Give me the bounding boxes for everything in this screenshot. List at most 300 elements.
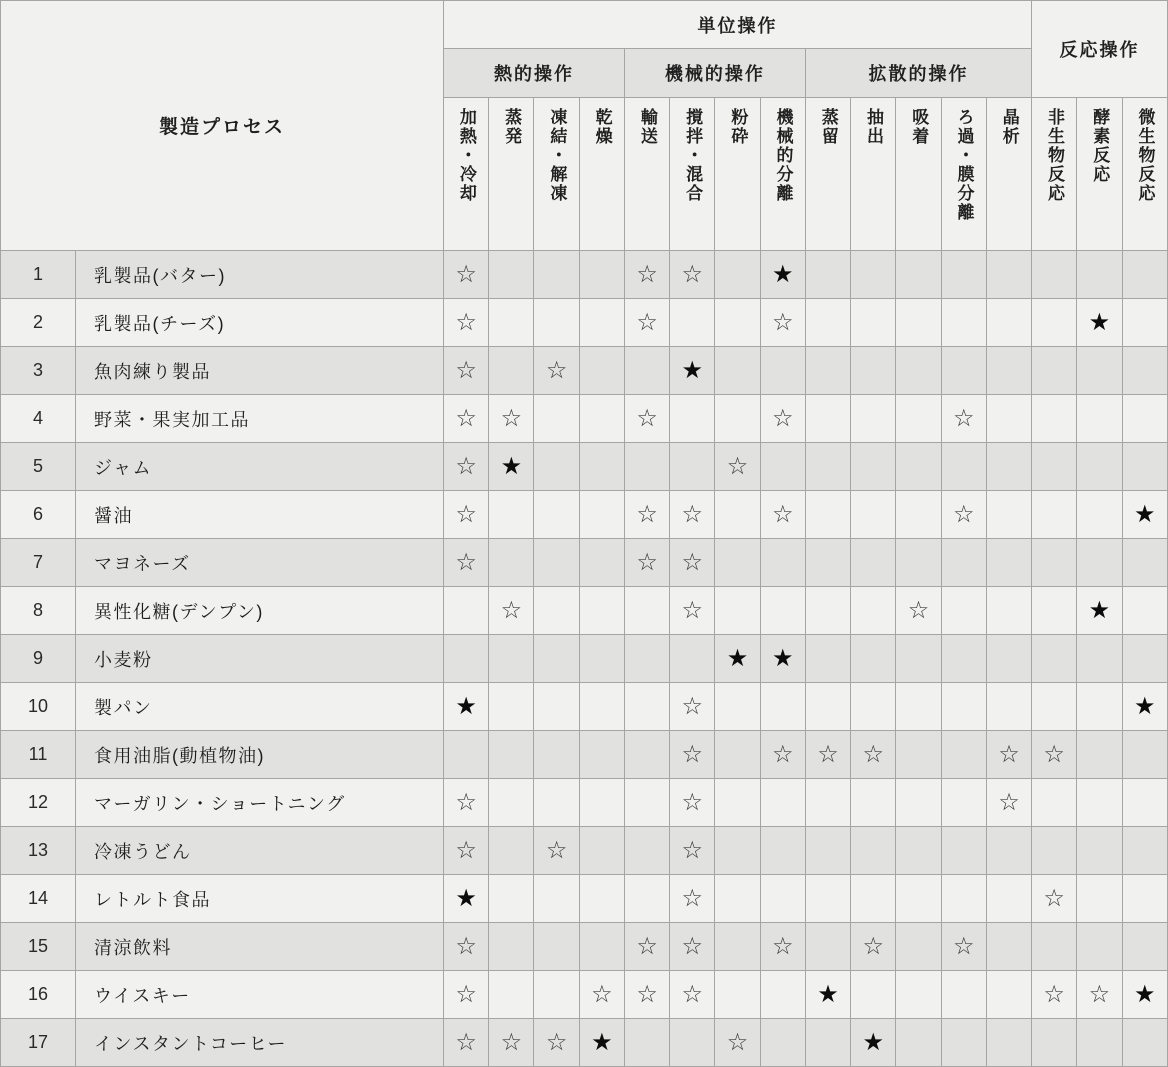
empty-cell: [1032, 827, 1077, 875]
empty-cell: [896, 971, 941, 1019]
table-row: [1, 491, 1168, 539]
filled-star-cell: ★: [444, 683, 489, 731]
op-label: 酵素反応: [1090, 108, 1110, 184]
row-number: 13: [1, 827, 76, 875]
empty-cell: [851, 779, 896, 827]
filled-star-cell: ★: [760, 251, 805, 299]
empty-cell: [715, 587, 760, 635]
empty-cell: [1032, 395, 1077, 443]
empty-cell: [534, 779, 579, 827]
empty-cell: [805, 299, 850, 347]
empty-cell: [715, 923, 760, 971]
open-star-cell: ☆: [534, 347, 579, 395]
empty-cell: [941, 539, 986, 587]
op-label: 晶析: [999, 108, 1019, 146]
open-star-cell: ☆: [489, 395, 534, 443]
col-header-reaction-operations: 反応操作: [1032, 1, 1168, 98]
empty-cell: [1032, 923, 1077, 971]
empty-cell: [715, 539, 760, 587]
table-row: [1, 347, 1168, 395]
empty-cell: [489, 683, 534, 731]
empty-cell: [941, 635, 986, 683]
empty-cell: [896, 395, 941, 443]
empty-cell: [579, 827, 624, 875]
empty-cell: [896, 539, 941, 587]
empty-cell: [1077, 731, 1122, 779]
open-star-cell: ☆: [579, 971, 624, 1019]
empty-cell: [760, 587, 805, 635]
empty-cell: [715, 971, 760, 1019]
filled-star-cell: ★: [805, 971, 850, 1019]
process-label: マヨネーズ: [76, 539, 444, 587]
table-row: [1, 443, 1168, 491]
empty-cell: [1122, 395, 1167, 443]
op-label: 輸送: [637, 108, 657, 146]
empty-cell: [896, 1019, 941, 1067]
open-star-cell: ☆: [444, 1019, 489, 1067]
empty-cell: [941, 971, 986, 1019]
empty-cell: [1122, 635, 1167, 683]
empty-cell: [760, 971, 805, 1019]
empty-cell: [624, 683, 669, 731]
empty-cell: [805, 875, 850, 923]
row-number: 7: [1, 539, 76, 587]
table-row: [1, 923, 1168, 971]
row-number: 4: [1, 395, 76, 443]
empty-cell: [1032, 299, 1077, 347]
row-number: 12: [1, 779, 76, 827]
empty-cell: [579, 683, 624, 731]
process-label: 小麦粉: [76, 635, 444, 683]
open-star-cell: ☆: [670, 923, 715, 971]
col-header-op-5: [624, 98, 669, 251]
empty-cell: [489, 251, 534, 299]
empty-cell: [805, 1019, 850, 1067]
empty-cell: [1077, 875, 1122, 923]
empty-cell: [715, 779, 760, 827]
empty-cell: [534, 299, 579, 347]
open-star-cell: ☆: [1077, 971, 1122, 1019]
empty-cell: [851, 875, 896, 923]
empty-cell: [851, 971, 896, 1019]
col-header-op-13: [986, 98, 1031, 251]
filled-star-cell: ★: [1077, 299, 1122, 347]
empty-cell: [986, 539, 1031, 587]
empty-cell: [805, 443, 850, 491]
op-label: 凍結・解凍: [547, 108, 567, 203]
empty-cell: [760, 443, 805, 491]
empty-cell: [579, 923, 624, 971]
process-label: レトルト食品: [76, 875, 444, 923]
row-number: 6: [1, 491, 76, 539]
col-header-unit-operations: 単位操作: [444, 1, 1032, 49]
empty-cell: [715, 299, 760, 347]
empty-cell: [851, 683, 896, 731]
process-label: 異性化糖(デンプン): [76, 587, 444, 635]
empty-cell: [624, 875, 669, 923]
open-star-cell: ☆: [670, 875, 715, 923]
op-label: 機械的分離: [773, 108, 793, 203]
empty-cell: [444, 635, 489, 683]
empty-cell: [489, 491, 534, 539]
empty-cell: [760, 827, 805, 875]
col-header-op-9: [805, 98, 850, 251]
empty-cell: [579, 635, 624, 683]
empty-cell: [986, 635, 1031, 683]
empty-cell: [715, 251, 760, 299]
open-star-cell: ☆: [941, 491, 986, 539]
empty-cell: [534, 923, 579, 971]
table-row: [1, 1019, 1168, 1067]
process-label: マーガリン・ショートニング: [76, 779, 444, 827]
empty-cell: [670, 1019, 715, 1067]
empty-cell: [534, 731, 579, 779]
empty-cell: [1032, 779, 1077, 827]
empty-cell: [579, 779, 624, 827]
empty-cell: [851, 539, 896, 587]
filled-star-cell: ★: [715, 635, 760, 683]
open-star-cell: ☆: [444, 779, 489, 827]
col-header-op-8: [760, 98, 805, 251]
empty-cell: [579, 875, 624, 923]
open-star-cell: ☆: [670, 539, 715, 587]
open-star-cell: ☆: [489, 1019, 534, 1067]
op-label: 蒸発: [502, 108, 522, 146]
open-star-cell: ☆: [715, 443, 760, 491]
open-star-cell: ☆: [670, 251, 715, 299]
col-header-op-4: [579, 98, 624, 251]
open-star-cell: ☆: [534, 1019, 579, 1067]
open-star-cell: ☆: [444, 395, 489, 443]
empty-cell: [760, 683, 805, 731]
col-header-diffusion-operations: 拡散的操作: [805, 49, 1031, 98]
row-number: 11: [1, 731, 76, 779]
empty-cell: [1077, 827, 1122, 875]
open-star-cell: ☆: [941, 395, 986, 443]
empty-cell: [896, 443, 941, 491]
open-star-cell: ☆: [624, 923, 669, 971]
row-number: 9: [1, 635, 76, 683]
empty-cell: [851, 491, 896, 539]
empty-cell: [579, 347, 624, 395]
empty-cell: [1032, 587, 1077, 635]
empty-cell: [534, 443, 579, 491]
empty-cell: [941, 683, 986, 731]
empty-cell: [534, 971, 579, 1019]
open-star-cell: ☆: [624, 395, 669, 443]
open-star-cell: ☆: [986, 731, 1031, 779]
empty-cell: [941, 587, 986, 635]
header-row-top: [1, 1, 1168, 49]
open-star-cell: ☆: [444, 443, 489, 491]
empty-cell: [1077, 347, 1122, 395]
empty-cell: [1077, 443, 1122, 491]
empty-cell: [986, 683, 1031, 731]
op-label: 吸着: [909, 108, 929, 146]
empty-cell: [896, 923, 941, 971]
open-star-cell: ☆: [624, 539, 669, 587]
empty-cell: [1122, 347, 1167, 395]
empty-cell: [1077, 251, 1122, 299]
col-header-op-14: [1032, 98, 1077, 251]
op-label: ろ過・膜分離: [954, 108, 974, 222]
table-row: [1, 779, 1168, 827]
empty-cell: [579, 491, 624, 539]
table-row: [1, 971, 1168, 1019]
process-label: 乳製品(バター): [76, 251, 444, 299]
empty-cell: [1032, 683, 1077, 731]
empty-cell: [715, 683, 760, 731]
empty-cell: [1077, 539, 1122, 587]
empty-cell: [534, 587, 579, 635]
empty-cell: [534, 539, 579, 587]
empty-cell: [624, 1019, 669, 1067]
empty-cell: [1032, 539, 1077, 587]
filled-star-cell: ★: [1122, 491, 1167, 539]
empty-cell: [1122, 875, 1167, 923]
open-star-cell: ☆: [534, 827, 579, 875]
empty-cell: [670, 299, 715, 347]
empty-cell: [851, 347, 896, 395]
process-label: 食用油脂(動植物油): [76, 731, 444, 779]
empty-cell: [851, 443, 896, 491]
empty-cell: [489, 779, 534, 827]
table-row: [1, 827, 1168, 875]
empty-cell: [805, 491, 850, 539]
empty-cell: [941, 347, 986, 395]
empty-cell: [1032, 251, 1077, 299]
open-star-cell: ☆: [715, 1019, 760, 1067]
op-label: 粉砕: [728, 108, 748, 146]
open-star-cell: ☆: [1032, 731, 1077, 779]
filled-star-cell: ★: [489, 443, 534, 491]
empty-cell: [489, 347, 534, 395]
empty-cell: [986, 395, 1031, 443]
empty-cell: [986, 443, 1031, 491]
row-number: 10: [1, 683, 76, 731]
process-label: 野菜・果実加工品: [76, 395, 444, 443]
open-star-cell: ☆: [444, 923, 489, 971]
table-row: [1, 683, 1168, 731]
empty-cell: [896, 731, 941, 779]
empty-cell: [1077, 683, 1122, 731]
filled-star-cell: ★: [851, 1019, 896, 1067]
col-header-thermal-operations: 熱的操作: [444, 49, 625, 98]
row-number: 2: [1, 299, 76, 347]
open-star-cell: ☆: [670, 587, 715, 635]
empty-cell: [1122, 443, 1167, 491]
row-number: 17: [1, 1019, 76, 1067]
empty-cell: [760, 1019, 805, 1067]
empty-cell: [579, 251, 624, 299]
op-label: 乾燥: [592, 108, 612, 146]
empty-cell: [1077, 635, 1122, 683]
empty-cell: [851, 827, 896, 875]
empty-cell: [670, 395, 715, 443]
empty-cell: [805, 827, 850, 875]
open-star-cell: ☆: [444, 971, 489, 1019]
filled-star-cell: ★: [1122, 971, 1167, 1019]
empty-cell: [670, 635, 715, 683]
col-header-op-16: [1122, 98, 1167, 251]
empty-cell: [489, 923, 534, 971]
empty-cell: [760, 347, 805, 395]
empty-cell: [1077, 491, 1122, 539]
process-label: 冷凍うどん: [76, 827, 444, 875]
empty-cell: [986, 299, 1031, 347]
row-number: 1: [1, 251, 76, 299]
empty-cell: [1032, 347, 1077, 395]
process-label: ジャム: [76, 443, 444, 491]
open-star-cell: ☆: [444, 251, 489, 299]
empty-cell: [534, 251, 579, 299]
empty-cell: [896, 875, 941, 923]
empty-cell: [624, 347, 669, 395]
open-star-cell: ☆: [444, 299, 489, 347]
empty-cell: [624, 731, 669, 779]
empty-cell: [896, 779, 941, 827]
open-star-cell: ☆: [851, 731, 896, 779]
empty-cell: [986, 1019, 1031, 1067]
empty-cell: [941, 731, 986, 779]
empty-cell: [1077, 1019, 1122, 1067]
open-star-cell: ☆: [624, 491, 669, 539]
open-star-cell: ☆: [760, 491, 805, 539]
open-star-cell: ☆: [760, 731, 805, 779]
empty-cell: [489, 731, 534, 779]
empty-cell: [986, 923, 1031, 971]
empty-cell: [760, 539, 805, 587]
empty-cell: [444, 587, 489, 635]
empty-cell: [489, 971, 534, 1019]
open-star-cell: ☆: [986, 779, 1031, 827]
process-label: 製パン: [76, 683, 444, 731]
col-header-op-12: [941, 98, 986, 251]
op-label: 蒸留: [818, 108, 838, 146]
table-row: [1, 299, 1168, 347]
empty-cell: [896, 491, 941, 539]
empty-cell: [534, 395, 579, 443]
col-header-mechanical-operations: 機械的操作: [624, 49, 805, 98]
open-star-cell: ☆: [760, 395, 805, 443]
open-star-cell: ☆: [444, 539, 489, 587]
open-star-cell: ☆: [670, 827, 715, 875]
table-row: [1, 539, 1168, 587]
open-star-cell: ☆: [444, 347, 489, 395]
table-row: [1, 731, 1168, 779]
empty-cell: [715, 827, 760, 875]
row-number: 14: [1, 875, 76, 923]
empty-cell: [579, 539, 624, 587]
empty-cell: [624, 635, 669, 683]
empty-cell: [986, 347, 1031, 395]
empty-cell: [851, 299, 896, 347]
op-label: 撹拌・混合: [683, 108, 703, 203]
op-label: 微生物反応: [1135, 108, 1155, 203]
open-star-cell: ☆: [624, 299, 669, 347]
empty-cell: [986, 827, 1031, 875]
process-label: 魚肉練り製品: [76, 347, 444, 395]
empty-cell: [489, 827, 534, 875]
table-row: [1, 635, 1168, 683]
empty-cell: [805, 923, 850, 971]
row-number: 8: [1, 587, 76, 635]
empty-cell: [805, 587, 850, 635]
empty-cell: [896, 347, 941, 395]
empty-cell: [986, 587, 1031, 635]
process-label: インスタントコーヒー: [76, 1019, 444, 1067]
empty-cell: [760, 779, 805, 827]
empty-cell: [941, 1019, 986, 1067]
empty-cell: [624, 779, 669, 827]
empty-cell: [805, 779, 850, 827]
empty-cell: [715, 395, 760, 443]
empty-cell: [489, 875, 534, 923]
empty-cell: [941, 779, 986, 827]
empty-cell: [941, 443, 986, 491]
filled-star-cell: ★: [670, 347, 715, 395]
empty-cell: [896, 683, 941, 731]
empty-cell: [941, 299, 986, 347]
empty-cell: [896, 827, 941, 875]
empty-cell: [760, 875, 805, 923]
row-number: 15: [1, 923, 76, 971]
empty-cell: [624, 443, 669, 491]
open-star-cell: ☆: [670, 683, 715, 731]
empty-cell: [489, 635, 534, 683]
empty-cell: [1122, 827, 1167, 875]
empty-cell: [1077, 779, 1122, 827]
open-star-cell: ☆: [670, 971, 715, 1019]
open-star-cell: ☆: [760, 923, 805, 971]
empty-cell: [489, 539, 534, 587]
op-label: 加熱・冷却: [456, 108, 476, 203]
empty-cell: [805, 395, 850, 443]
empty-cell: [534, 875, 579, 923]
filled-star-cell: ★: [760, 635, 805, 683]
row-number: 3: [1, 347, 76, 395]
col-header-op-10: [851, 98, 896, 251]
table-row: [1, 875, 1168, 923]
open-star-cell: ☆: [444, 491, 489, 539]
open-star-cell: ☆: [624, 971, 669, 1019]
empty-cell: [851, 635, 896, 683]
open-star-cell: ☆: [624, 251, 669, 299]
col-header-op-1: [444, 98, 489, 251]
open-star-cell: ☆: [941, 923, 986, 971]
col-header-op-2: [489, 98, 534, 251]
filled-star-cell: ★: [444, 875, 489, 923]
empty-cell: [941, 875, 986, 923]
open-star-cell: ☆: [805, 731, 850, 779]
empty-cell: [1122, 539, 1167, 587]
empty-cell: [1032, 1019, 1077, 1067]
empty-cell: [534, 635, 579, 683]
empty-cell: [851, 395, 896, 443]
open-star-cell: ☆: [670, 491, 715, 539]
filled-star-cell: ★: [1077, 587, 1122, 635]
table-row: [1, 395, 1168, 443]
empty-cell: [1122, 251, 1167, 299]
empty-cell: [670, 443, 715, 491]
empty-cell: [986, 971, 1031, 1019]
col-header-op-6: [670, 98, 715, 251]
empty-cell: [624, 587, 669, 635]
empty-cell: [624, 827, 669, 875]
empty-cell: [805, 251, 850, 299]
empty-cell: [896, 251, 941, 299]
row-number: 5: [1, 443, 76, 491]
